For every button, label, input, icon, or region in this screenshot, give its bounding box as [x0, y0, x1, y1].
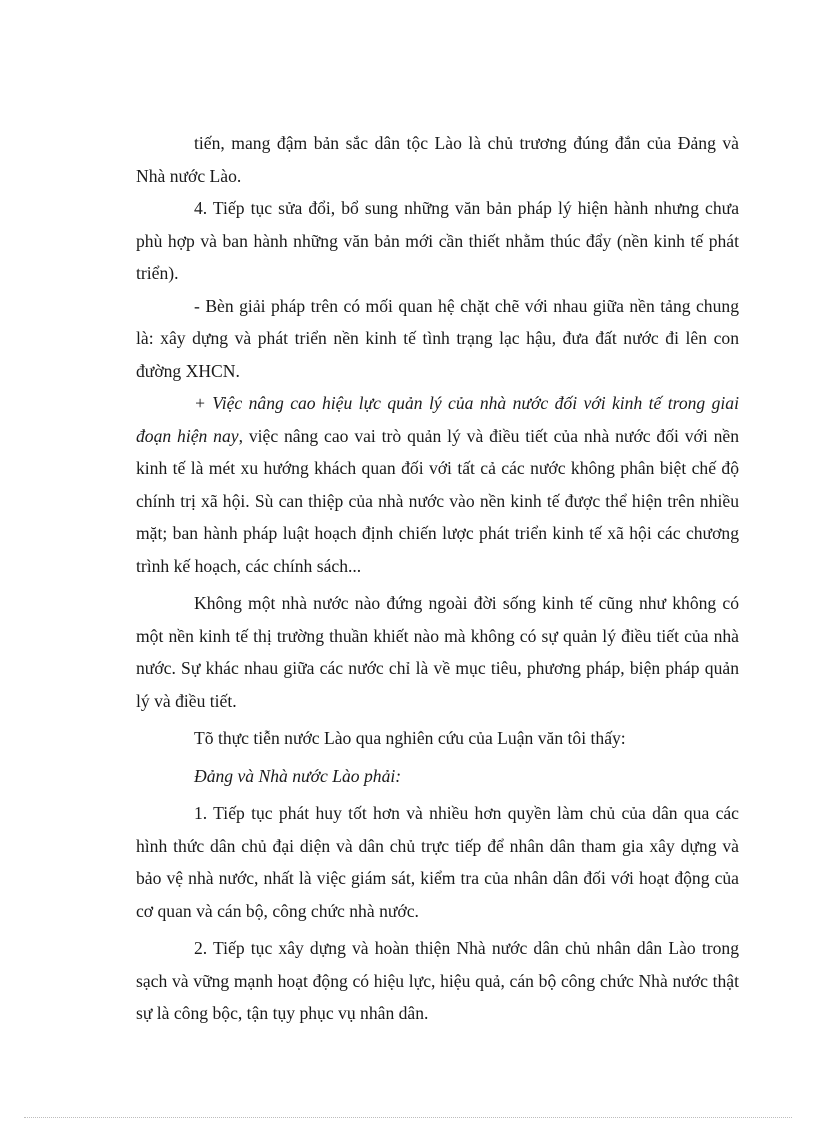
- paragraph-item-4: 4. Tiếp tục sửa đổi, bổ sung những văn bản pháp lý hiện hành nhưng chưa phù hợp và ban hành những văn bản mới cần thiết nhằm thúc đẩy (nền kinh tế phát triển).: [136, 198, 739, 283]
- paragraph-item-1: 1. Tiếp tục phát huy tốt hơn và nhiều hơn quyền làm chủ của dân qua các hình thức dân chủ đại diện và dân chủ trực tiếp để nhân dân tham gia xây dựng và bảo vệ nhà nước, nhất là việc giám sát, kiểm tra của nhân dân đối với hoạt động của cơ quan và cán bộ, công chức nhà nước.: [136, 803, 739, 921]
- paragraph-item-2: 2. Tiếp tục xây dựng và hoàn thiện Nhà nước dân chủ nhân dân Lào trong sạch và vững mạnh hoạt động có hiệu lực, hiệu quả, cán bộ công chức Nhà nước thật sự là công bộc, tận tụy phục vụ nhân dân.: [136, 938, 739, 1023]
- page-bottom-divider: [24, 1117, 792, 1118]
- paragraph-party-must: Đảng và Nhà nước Lào phải:: [194, 765, 402, 786]
- paragraph-from-practice: Tõ thực tiễn nước Lào qua nghiên cứu của Luận văn tôi thấy:: [194, 728, 626, 748]
- paragraph-continuation: tiến, mang đậm bản sắc dân tộc Lào là chủ trương đúng đắn của Đảng và Nhà nước Lào.: [136, 133, 739, 186]
- document-body: [136, 127, 739, 1030]
- paragraph-body-text: , việc nâng cao vai trò quản lý và điều tiết của nhà nước đối với nền kinh tế là mét xu hướng khách quan đối với tất cả các nước không phân biệt chế độ chính trị xã hội. Sù can thiệp của nhà nước vào nền kinh tế được thể hiện trên nhiều mặt; ban hành pháp luật hoạch định chiến lược phát triển kinh tế xã hội các chương trình kế hoạch, các chính sách...: [136, 425, 739, 576]
- paragraph-no-state-outside: Không một nhà nước nào đứng ngoài đời sống kinh tế cũng như không có một nền kinh tế thị trường thuần khiết nào mà không có sự quản lý điều tiết của nhà nước. Sự khác nhau giữa các nước chỉ là về mục tiêu, phương pháp, biện pháp quản lý và điều tiết.: [136, 593, 739, 711]
- paragraph-state-management: [136, 387, 739, 582]
- paragraph-solutions-summary: - Bèn giải pháp trên có mối quan hệ chặt chẽ với nhau giữa nền tảng chung là: xây dựng và phát triển nền kinh tế tình trạng lạc hậu, đưa đất nước đi lên con đường XHCN.: [136, 295, 739, 381]
- emphasized-heading-text: + Việc nâng cao hiệu lực quản lý của nhà nước đối với kinh tế trong giai đoạn hiện nay: [136, 393, 739, 446]
